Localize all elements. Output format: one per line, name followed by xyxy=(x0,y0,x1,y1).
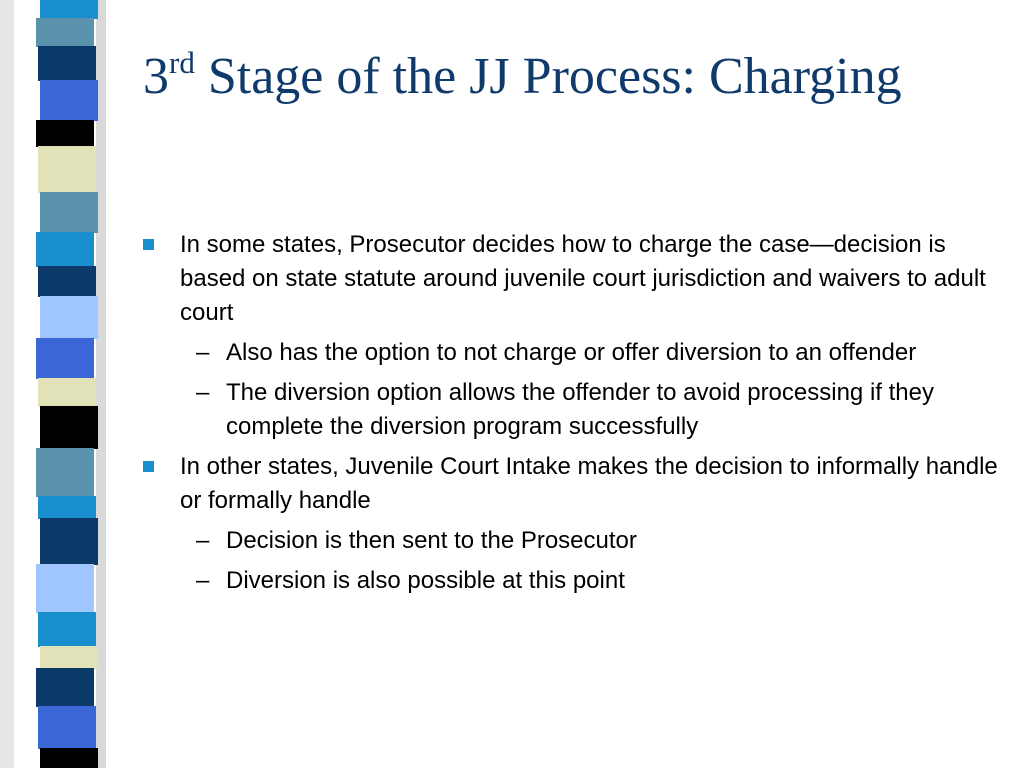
bullet-list xyxy=(140,228,1000,604)
left-edge xyxy=(0,0,14,768)
stripe-block xyxy=(38,706,96,749)
stripe-block xyxy=(36,232,94,267)
bullet-item xyxy=(140,450,1000,518)
dash-marker: – xyxy=(196,379,210,406)
stripe-block xyxy=(36,448,94,497)
stripe-block xyxy=(40,646,98,669)
sub-bullet-item xyxy=(140,524,1000,558)
dash-marker: – xyxy=(196,527,210,554)
square-bullet-icon xyxy=(143,461,154,472)
bullet-text: In other states, Juvenile Court Intake makes the decision to informally handle or formally handle xyxy=(180,453,998,514)
stripe-block xyxy=(36,120,94,147)
bullet-text: In some states, Prosecutor decides how to charge the case—decision is based on state statute around juvenile court jurisdiction and waivers to adult court xyxy=(180,231,986,326)
stripe-block xyxy=(40,296,98,339)
stripe-block xyxy=(38,266,96,297)
square-bullet-icon xyxy=(143,239,154,250)
slide-title xyxy=(143,40,1003,119)
sub-bullet-text: Diversion is also possible at this point xyxy=(226,567,625,594)
stripe-block xyxy=(36,668,94,707)
sub-bullet-item xyxy=(140,564,1000,598)
sub-bullet-text: Also has the option to not charge or offer diversion to an offender xyxy=(226,339,917,366)
sub-bullet-item xyxy=(140,376,1000,444)
stripe-block xyxy=(36,338,94,379)
title-text: Stage of the JJ Process: Charging xyxy=(194,48,902,105)
sub-bullet-text: The diversion option allows the offender to avoid processing if they complete the diversion program successfully xyxy=(226,379,934,440)
stripe-block xyxy=(38,496,96,519)
dash-marker: – xyxy=(196,339,210,366)
stripe-block xyxy=(40,0,98,19)
stripe-block xyxy=(40,748,98,768)
stripe-block xyxy=(36,564,94,613)
bullet-item xyxy=(140,228,1000,330)
stripe-block xyxy=(38,146,96,193)
sub-bullet-item xyxy=(140,336,1000,370)
stripe-block xyxy=(38,46,96,81)
decorative-stripe-bar xyxy=(0,0,120,768)
stripe-block xyxy=(40,406,98,449)
stripe-block xyxy=(40,192,98,233)
sub-bullet-text: Decision is then sent to the Prosecutor xyxy=(226,527,637,554)
stripe-block xyxy=(38,378,96,407)
stripe-block xyxy=(36,18,94,47)
stripe-block xyxy=(40,80,98,121)
stripe-block xyxy=(38,612,96,647)
title-superscript: rd xyxy=(169,45,195,80)
stripe-block xyxy=(40,518,98,565)
title-number: 3 xyxy=(143,48,169,105)
dash-marker: – xyxy=(196,567,210,594)
